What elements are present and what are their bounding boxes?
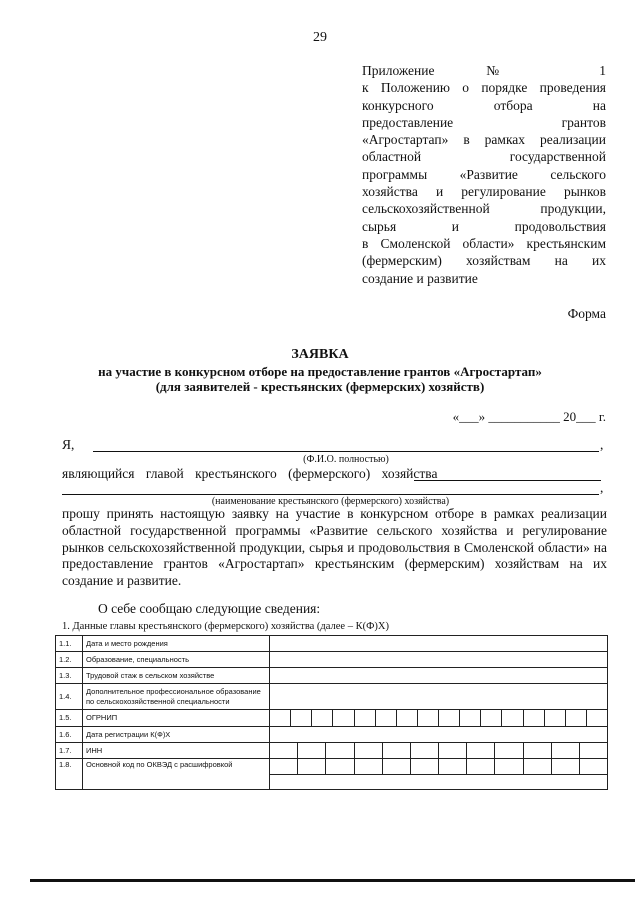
row-value[interactable] [270, 668, 608, 684]
appendix-line: к Положению о порядке проведения [362, 80, 606, 96]
appendix-line: в Смоленской области» крестьянским [362, 235, 606, 251]
appendix-header [362, 62, 606, 287]
appendix-line: предоставление грантов [362, 114, 606, 130]
comma: , [600, 480, 604, 495]
appendix-line: конкурсного отбора на [362, 97, 606, 113]
row-value[interactable] [270, 652, 608, 668]
table-row [56, 652, 608, 668]
row-label: Дата и место рождения [83, 636, 270, 652]
okved-cells[interactable] [270, 759, 608, 790]
row-number: 1.7. [56, 743, 83, 759]
section-title: 1. Данные главы крестьянского (фермерского) хозяйства (далее – К(Ф)Х) [62, 621, 389, 632]
row-label: Образование, специальность [83, 652, 270, 668]
row-number: 1.2. [56, 652, 83, 668]
doc-subtitle-2: (для заявителей - крестьянских (фермерских) хозяйств) [155, 379, 485, 394]
row-label: Трудовой стаж в сельском хозяйстве [83, 668, 270, 684]
table-row [56, 668, 608, 684]
row-value[interactable] [270, 636, 608, 652]
row-value[interactable] [270, 727, 608, 743]
comma: , [600, 437, 604, 452]
row-label: Дата регистрации К(Ф)Х [83, 727, 270, 743]
being-head-label: являющийся главой крестьянского (фермерского) хозяйства [62, 466, 438, 481]
doc-subtitle: на участие в конкурсном отборе на предоставление грантов «Агростартап» [98, 364, 542, 379]
bottom-rule [30, 879, 635, 882]
row-value[interactable] [270, 684, 608, 710]
row-number: 1.5. [56, 710, 83, 727]
farm-field-1[interactable] [414, 480, 601, 481]
doc-title: ЗАЯВКА [291, 347, 349, 362]
row-label: ОГРНИП [83, 710, 270, 727]
table-row [56, 636, 608, 652]
fio-field[interactable] [93, 451, 599, 452]
farm-field-2[interactable] [62, 494, 599, 495]
row-number: 1.4. [56, 684, 83, 710]
digit-grid [270, 759, 607, 775]
inn-cells[interactable] [270, 743, 608, 759]
farm-caption: (наименование крестьянского (фермерского) хозяйства) [211, 496, 450, 507]
table-row [56, 710, 608, 727]
digit-grid [270, 743, 607, 758]
table-row [56, 684, 608, 710]
appendix-line: сырья и продовольствия [362, 218, 606, 234]
appendix-line: «Агростартап» в рамках реализации [362, 132, 606, 148]
table-row [56, 743, 608, 759]
appendix-line: хозяйства и регулирование рынков [362, 184, 606, 200]
form-label: Форма [567, 306, 606, 321]
row-label: ИНН [83, 743, 270, 759]
date-field[interactable]: «___» ___________ 20___ г. [452, 409, 606, 424]
appendix-line: (фермерским) хозяйствам на их [362, 253, 606, 269]
row-label: Основной код по ОКВЭД с расшифровкой [83, 759, 270, 790]
page-number: 29 [313, 30, 327, 45]
digit-grid [270, 710, 607, 726]
appendix-line: сельскохозяйственной продукции, [362, 201, 606, 217]
applicant-data-table [55, 635, 608, 790]
appendix-line: Приложение № 1 [362, 63, 606, 78]
row-label: Дополнительное профессиональное образование по сельскохозяйственной специальности [83, 684, 270, 710]
ya-label: Я, [62, 437, 75, 452]
ogrnip-cells[interactable] [270, 710, 608, 727]
table-row [56, 759, 608, 790]
row-number: 1.8. [56, 759, 83, 790]
intro-text: О себе сообщаю следующие сведения: [98, 601, 321, 616]
row-number: 1.1. [56, 636, 83, 652]
request-paragraph: прошу принять настоящую заявку на участие в конкурсном отборе в рамках реализации областной государственной программы «Развитие сельского хозяйства и регулирование рынков сельскохозяйственной продукции, сырья и продовольствия в Смоленской области» на предоставление грантов «Агростартап» крестьянским (фермерским) хозяйствам на их создание и развитие. [62, 506, 607, 589]
row-number: 1.3. [56, 668, 83, 684]
row-number: 1.6. [56, 727, 83, 743]
appendix-line: создание и развитие [362, 270, 478, 286]
fio-caption: (Ф.И.О. полностью) [303, 454, 389, 465]
appendix-line: областной государственной [362, 149, 606, 165]
appendix-line: программы «Развитие сельского [362, 166, 606, 182]
table-row [56, 727, 608, 743]
